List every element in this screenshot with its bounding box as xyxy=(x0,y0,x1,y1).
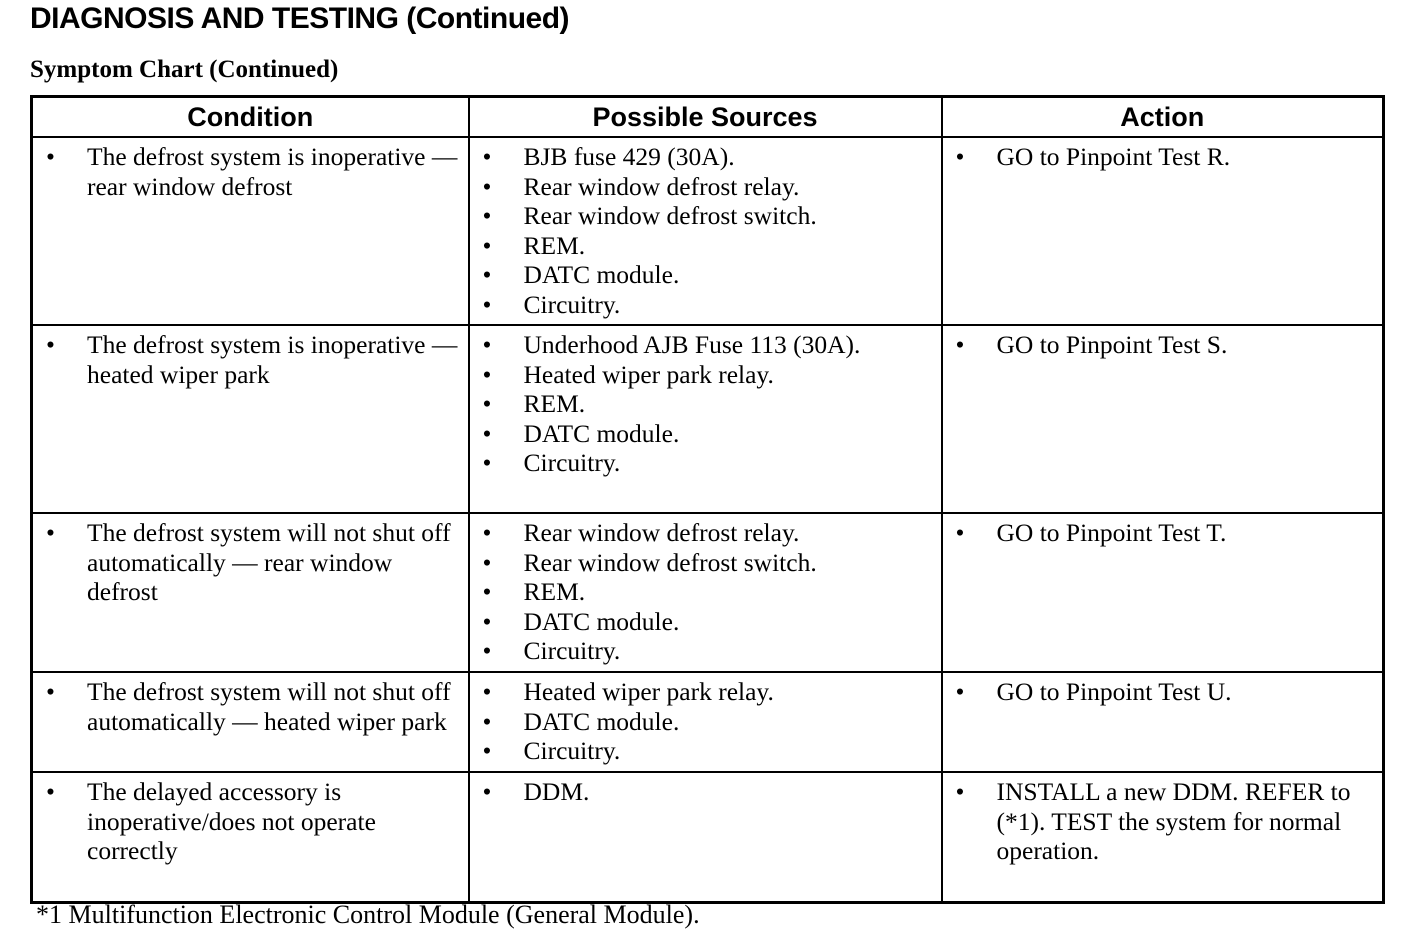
source-item: • Heated wiper park relay. xyxy=(478,360,935,390)
source-item: • Circuitry. xyxy=(478,290,935,320)
source-item: • DATC module. xyxy=(478,419,935,449)
source-item: • REM. xyxy=(478,577,935,607)
condition-cell xyxy=(32,137,469,325)
condition-text: • The defrost system is inoperative — rear window defrost xyxy=(41,142,462,201)
source-item: • Circuitry. xyxy=(478,736,935,766)
header-possible-sources: Possible Sources xyxy=(469,97,942,138)
source-item: • Underhood AJB Fuse 113 (30A). xyxy=(478,330,935,360)
action-cell xyxy=(942,325,1384,513)
source-item: • Rear window defrost relay. xyxy=(478,172,935,202)
source-item: • DATC module. xyxy=(478,607,935,637)
sources-cell xyxy=(469,513,942,672)
action-text: • GO to Pinpoint Test S. xyxy=(951,330,1377,360)
condition-text: • The delayed accessory is inoperative/does not operate correctly xyxy=(41,777,462,866)
condition-cell xyxy=(32,772,469,903)
table-row xyxy=(32,325,1384,513)
source-item: • Circuitry. xyxy=(478,448,935,478)
condition-cell xyxy=(32,513,469,672)
action-cell xyxy=(942,137,1384,325)
section-subtitle: Symptom Chart (Continued) xyxy=(30,56,339,83)
footnote: *1 Multifunction Electronic Control Module (General Module). xyxy=(36,900,700,929)
action-cell xyxy=(942,672,1384,772)
table-row xyxy=(32,672,1384,772)
sources-cell xyxy=(469,325,942,513)
source-item: • DATC module. xyxy=(478,260,935,290)
condition-cell xyxy=(32,672,469,772)
condition-cell xyxy=(32,325,469,513)
source-item: • Rear window defrost relay. xyxy=(478,518,935,548)
source-item: • REM. xyxy=(478,231,935,261)
action-text: • GO to Pinpoint Test R. xyxy=(951,142,1377,172)
source-item: • Heated wiper park relay. xyxy=(478,677,935,707)
action-text: • GO to Pinpoint Test U. xyxy=(951,677,1377,707)
condition-text: • The defrost system is inoperative — heated wiper park xyxy=(41,330,462,389)
source-item: • REM. xyxy=(478,389,935,419)
sources-cell xyxy=(469,672,942,772)
source-item: • Rear window defrost switch. xyxy=(478,548,935,578)
page-title: DIAGNOSIS AND TESTING (Continued) xyxy=(30,2,570,35)
sources-cell xyxy=(469,137,942,325)
header-condition: Condition xyxy=(32,97,469,138)
source-item: • DATC module. xyxy=(478,707,935,737)
source-item: • BJB fuse 429 (30A). xyxy=(478,142,935,172)
source-item: • Circuitry. xyxy=(478,636,935,666)
table-row xyxy=(32,513,1384,672)
source-item: • DDM. xyxy=(478,777,935,807)
action-cell xyxy=(942,513,1384,672)
condition-text: • The defrost system will not shut off automatically — rear window defrost xyxy=(41,518,462,607)
table-header-row xyxy=(32,97,1384,138)
sources-cell xyxy=(469,772,942,903)
condition-text: • The defrost system will not shut off automatically — heated wiper park xyxy=(41,677,462,736)
table-row xyxy=(32,772,1384,903)
source-item: • Rear window defrost switch. xyxy=(478,201,935,231)
action-cell xyxy=(942,772,1384,903)
symptom-chart-table xyxy=(30,95,1385,904)
header-action: Action xyxy=(942,97,1384,138)
action-text: • INSTALL a new DDM. REFER to (*1). TEST the system for normal operation. xyxy=(951,777,1377,866)
table-row xyxy=(32,137,1384,325)
action-text: • GO to Pinpoint Test T. xyxy=(951,518,1377,548)
